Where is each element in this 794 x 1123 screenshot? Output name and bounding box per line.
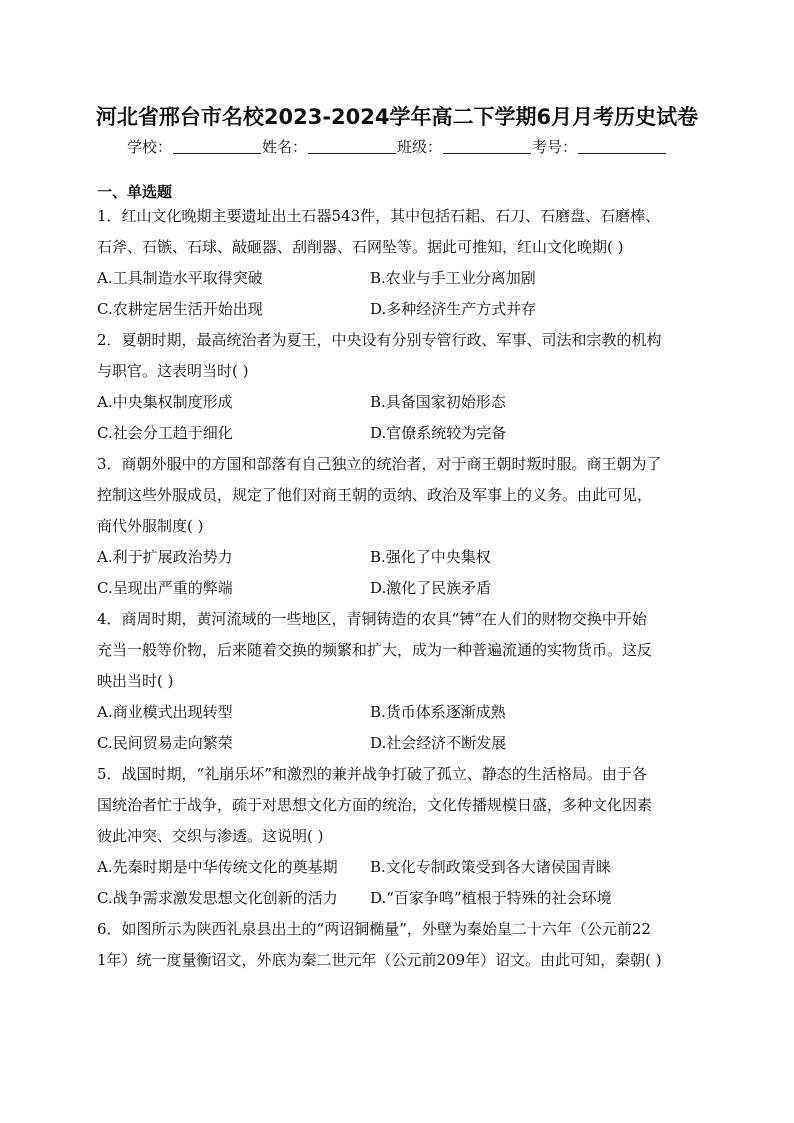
- name-label: 姓名：: [261, 138, 307, 156]
- option-c[interactable]: C.战争需求激发思想文化创新的活力: [97, 889, 338, 907]
- question-4: [97, 604, 697, 759]
- question-stem-line: 石斧、石镞、石球、敲砸器、刮削器、石网坠等。据此可推知，红山文化晚期( ): [97, 238, 624, 256]
- question-stem-line: 控制这些外服成员，规定了他们对商王朝的贡纳、政治及军事上的义务。由此可见，: [97, 486, 653, 504]
- question-stem-line: 彼此冲突、交织与渗透。这说明( ): [97, 827, 324, 845]
- option-b[interactable]: B.文化专制政策受到各大诸侯国青睐: [370, 858, 611, 876]
- question-1: [97, 201, 697, 325]
- school-blank: [173, 139, 261, 154]
- option-d[interactable]: D.多种经济生产方式并存: [370, 300, 537, 318]
- option-d[interactable]: D.激化了民族矛盾: [370, 579, 492, 597]
- option-a[interactable]: A.先秦时期是中华传统文化的奠基期: [97, 858, 338, 876]
- option-c[interactable]: C.社会分工趋于细化: [97, 424, 233, 442]
- class-blank: [443, 139, 531, 154]
- question-stem-line: 4．商周时期，黄河流域的一些地区，青铜铸造的农具“镈”在人们的财物交换中开始: [97, 610, 647, 628]
- exam-number-label: 考号：: [532, 138, 578, 156]
- option-row: [97, 852, 697, 883]
- option-row: [97, 728, 697, 759]
- page-title: 河北省邢台市名校2023-2024学年高二下学期6月月考历史试卷: [95, 105, 699, 129]
- question-stem-line: 商代外服制度( ): [97, 517, 204, 535]
- question-stem-line: 6．如图所示为陕西礼泉县出土的“两诏铜椭量”，外壁为秦始皇二十六年（公元前22: [97, 920, 651, 938]
- option-d[interactable]: D.官僚系统较为完备: [370, 424, 507, 442]
- question-stem-line: 5．战国时期，“礼崩乐坏”和激烈的兼并战争打破了孤立、静态的生活格局。由于各: [97, 765, 647, 783]
- student-info-row: [0, 136, 794, 157]
- question-stem-line: 1年）统一度量衡诏文，外底为秦二世元年（公元前209年）诏文。由此可知，秦朝( ): [97, 951, 662, 969]
- question-6: [97, 914, 697, 976]
- name-blank: [308, 139, 396, 154]
- option-d[interactable]: D.社会经济不断发展: [370, 734, 507, 752]
- section-heading: 一、单选题: [97, 183, 173, 201]
- option-a[interactable]: A.工具制造水平取得突破: [97, 269, 263, 287]
- option-row: [97, 542, 697, 573]
- question-3: [97, 449, 697, 604]
- option-b[interactable]: B.货币体系逐渐成熟: [370, 703, 506, 721]
- question-list: [97, 201, 697, 976]
- option-row: [97, 573, 697, 604]
- school-label: 学校：: [126, 138, 172, 156]
- question-stem-line: 2．夏朝时期，最高统治者为夏王，中央设有分别专管行政、军事、司法和宗教的机构: [97, 331, 662, 349]
- question-stem-line: 充当一般等价物，后来随着交换的频繁和扩大，成为一种普遍流通的实物货币。这反: [97, 641, 653, 659]
- question-2: [97, 325, 697, 449]
- option-a[interactable]: A.中央集权制度形成: [97, 393, 233, 411]
- option-row: [97, 418, 697, 449]
- class-label: 班级：: [397, 138, 443, 156]
- option-d[interactable]: D.“百家争鸣”植根于特殊的社会环境: [370, 889, 612, 907]
- option-row: [97, 697, 697, 728]
- option-b[interactable]: B.强化了中央集权: [370, 548, 491, 566]
- option-row: [97, 263, 697, 294]
- option-c[interactable]: C.民间贸易走向繁荣: [97, 734, 233, 752]
- option-row: [97, 294, 697, 325]
- option-b[interactable]: B.具备国家初始形态: [370, 393, 506, 411]
- exam-number-blank: [578, 139, 666, 154]
- option-b[interactable]: B.农业与手工业分离加剧: [370, 269, 536, 287]
- question-stem-line: 映出当时( ): [97, 672, 174, 690]
- option-a[interactable]: A.利于扩展政治势力: [97, 548, 233, 566]
- question-stem-line: 1．红山文化晚期主要遗址出土石器543件，其中包括石耜、石刀、石磨盘、石磨棒、: [97, 207, 661, 225]
- option-a[interactable]: A.商业模式出现转型: [97, 703, 233, 721]
- question-stem-line: 3．商朝外服中的方国和部落有自己独立的统治者，对于商王朝时叛时服。商王朝为了: [97, 455, 662, 473]
- option-row: [97, 387, 697, 418]
- question-stem-line: 国统治者忙于战争，疏于对思想文化方面的统治，文化传播规模日盛，多种文化因素: [97, 796, 653, 814]
- option-c[interactable]: C.呈现出严重的弊端: [97, 579, 233, 597]
- question-stem-line: 与职官。这表明当时( ): [97, 362, 249, 380]
- option-row: [97, 883, 697, 914]
- question-5: [97, 759, 697, 914]
- option-c[interactable]: C.农耕定居生活开始出现: [97, 300, 263, 318]
